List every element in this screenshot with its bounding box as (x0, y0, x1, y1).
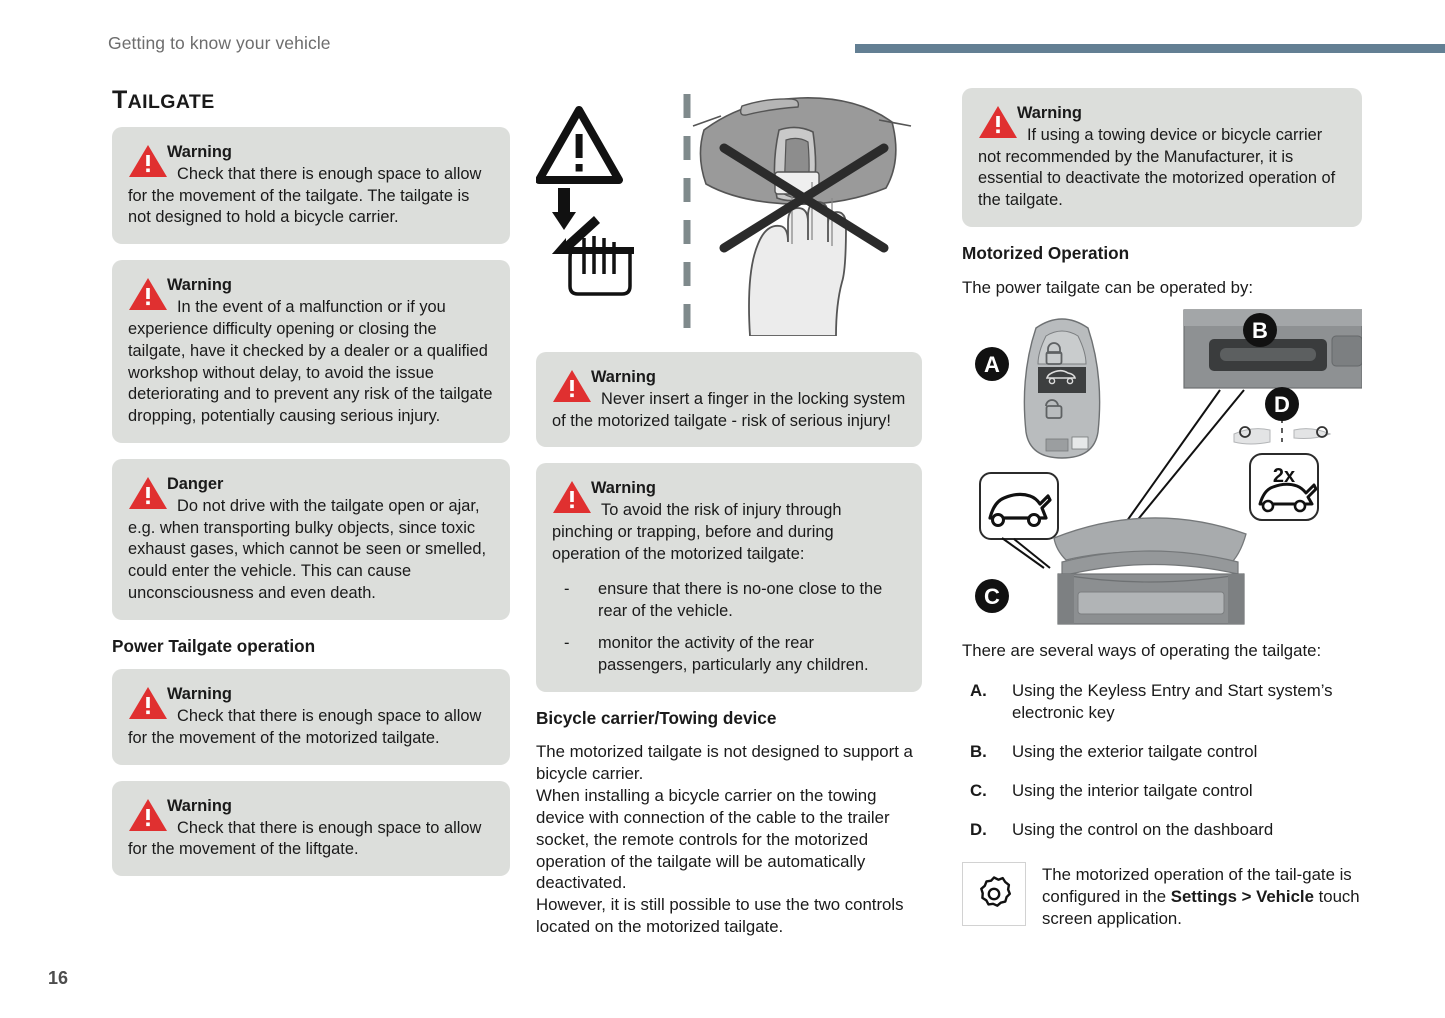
section-heading-power-tailgate: Power Tailgate operation (112, 635, 316, 656)
list-item (552, 633, 906, 677)
list-item-text: ensure that there is no-one close to the rear of the vehicle. (598, 579, 883, 620)
callout-badge-c (975, 579, 1009, 613)
svg-text:B: B (1252, 318, 1268, 344)
callout-label: Warning (590, 368, 656, 386)
list-item (962, 680, 1362, 724)
section-heading-bicycle-carrier: Bicycle carrier/Towing device (536, 707, 777, 728)
callout-paragraph (128, 684, 494, 749)
note-text-part1: The motorized operation of the tail-gate is configured in the (1042, 865, 1352, 907)
body-paragraph: When installing a bicycle carrier on the towing device with connection of the cable to the trailer socket, the remote controls for the motorized operation of the tailgate will be automatically deactivated. (536, 786, 890, 893)
callout-text: If using a towing device or bicycle carrier not recommended by the Manufacturer, it is essential to deactivate the motorized operation of the tailgate. (978, 125, 1336, 210)
list-item (962, 741, 1362, 763)
vehicle-rear-image (1054, 518, 1246, 624)
callout-label: Warning (590, 479, 656, 498)
left-column (112, 88, 510, 892)
note-text (1042, 862, 1362, 929)
callout-text: Check that there is enough space to allow for the movement of the motorized tailgate. (128, 707, 482, 747)
danger-callout (112, 459, 510, 620)
body-paragraph: The motorized tailgate is not designed to support a bicycle carrier. (536, 742, 913, 784)
list-item (552, 579, 906, 623)
list-item-text: Using the exterior tailgate control (1012, 741, 1258, 761)
warning-callout-with-list (536, 463, 922, 692)
pinch-hand-icon (552, 188, 634, 294)
callout-text: Check that there is enough space to allow for the movement of the liftgate. (128, 818, 482, 859)
callout-paragraph (128, 796, 494, 861)
svg-text:C: C (984, 584, 1000, 610)
callout-badge-b (1243, 313, 1277, 347)
callout-text: In the event of a malfunction or if you experience difficulty opening or closing the tailgate, have it checked by a dealer or a qualified workshop without delay, to avoid the issue deteriorating and to prevent any risk of the tailgate dropping, potentially causing serious injury. (128, 298, 493, 426)
warning-callout (536, 352, 922, 447)
list-item-marker: B. (970, 741, 987, 761)
note-icon-container (962, 862, 1026, 926)
warning-triangle-icon (978, 105, 1018, 139)
callout-badge-d (1265, 387, 1299, 421)
bullet-dash: - (564, 634, 570, 653)
warning-triangle-icon (128, 798, 168, 832)
callout-text: Check that there is enough space to allow for the movement of the tailgate. The tailgate is not designed to hold a bicycle carrier. (128, 164, 482, 227)
list-item-marker: C. (970, 780, 987, 800)
callout-paragraph (128, 142, 494, 229)
page-number: 16 (48, 968, 69, 988)
list-intro-text: There are several ways of operating the tailgate: (962, 641, 1322, 661)
tailgate-lock-with-hand-illustration (693, 98, 911, 336)
warning-callout (112, 669, 510, 764)
callout-badge-a (975, 347, 1009, 381)
callout-text: Never insert a finger in the locking system of the motorized tailgate - risk of serious injury! (552, 389, 906, 430)
callout-label: Warning (166, 685, 232, 704)
warning-callout (112, 260, 510, 443)
body-paragraph: The power tailgate can be operated by: (962, 277, 1254, 297)
callout-label: Warning (1016, 104, 1082, 122)
list-item-marker: A. (970, 681, 987, 701)
warning-triangle-icon (128, 686, 168, 720)
callout-label: Warning (166, 796, 232, 815)
warning-callout (962, 88, 1362, 227)
list-item-marker: D. (970, 819, 987, 839)
list-item (962, 780, 1362, 802)
callout-text: Do not drive with the tailgate open or ajar, e.g. when transporting bulky objects, since toxic exhaust gases, which cannot be seen or smelled, could enter the vehicle. This can cause unconsciousness and even death. (128, 496, 487, 602)
finger-pinch-hazard-illustration (536, 88, 922, 336)
warning-triangle-icon (128, 476, 168, 510)
list-item-text: Using the interior tailgate control (1012, 780, 1253, 800)
dashboard-badge-text: 2x (1272, 465, 1296, 488)
page-title-rest: AILGATE (127, 91, 215, 113)
list-item-text: monitor the activity of the rear passengers, particularly any children. (598, 634, 869, 675)
header-accent-bar (855, 44, 1445, 53)
hazard-triangle-outline-icon (539, 110, 619, 180)
interior-tailgate-control-badge (980, 473, 1058, 568)
tailgate-controls-illustration (962, 306, 1362, 626)
warning-triangle-icon (552, 480, 592, 514)
callout-paragraph (128, 275, 494, 428)
callout-bullet-list (552, 579, 906, 677)
warning-callout (112, 781, 510, 876)
list-item (962, 819, 1362, 841)
callout-label: Danger (166, 474, 224, 493)
callout-label: Warning (166, 143, 232, 161)
svg-text:A: A (984, 352, 1000, 378)
right-column (962, 88, 1362, 930)
svg-text:D: D (1274, 392, 1290, 418)
callout-text: To avoid the risk of injury through pinching or trapping, before and during operation of the motorized tailgate: (552, 501, 842, 563)
callout-paragraph (552, 478, 906, 565)
running-head: Getting to know your vehicle (108, 33, 331, 53)
warning-triangle-icon (128, 144, 168, 178)
callout-paragraph (128, 474, 494, 605)
warning-callout (112, 127, 510, 244)
callout-paragraph (978, 103, 1346, 212)
settings-note (962, 862, 1362, 929)
note-text-part2: touch screen application. (1042, 887, 1360, 929)
callout-paragraph (552, 367, 906, 432)
list-item-text: Using the Keyless Entry and Start system’s electronic key (1012, 681, 1333, 723)
warning-triangle-icon (552, 369, 592, 403)
warning-triangle-icon (128, 277, 168, 311)
callout-label: Warning (166, 276, 232, 295)
list-item-text: Using the control on the dashboard (1012, 819, 1274, 839)
page-title-initial: T (112, 86, 128, 114)
electronic-key-fob-image (1024, 319, 1099, 458)
page-title (112, 88, 510, 113)
note-text-bold: Settings > Vehicle (1170, 887, 1314, 907)
bullet-dash: - (564, 579, 570, 598)
body-paragraph: However, it is still possible to use the two controls located on the motorized tailgate. (536, 895, 904, 937)
middle-column (536, 88, 922, 938)
section-heading-motorized-operation: Motorized Operation (962, 243, 1130, 264)
gear-icon (973, 873, 1015, 915)
dashboard-control-image (1234, 418, 1330, 520)
operating-methods-list (962, 680, 1362, 840)
